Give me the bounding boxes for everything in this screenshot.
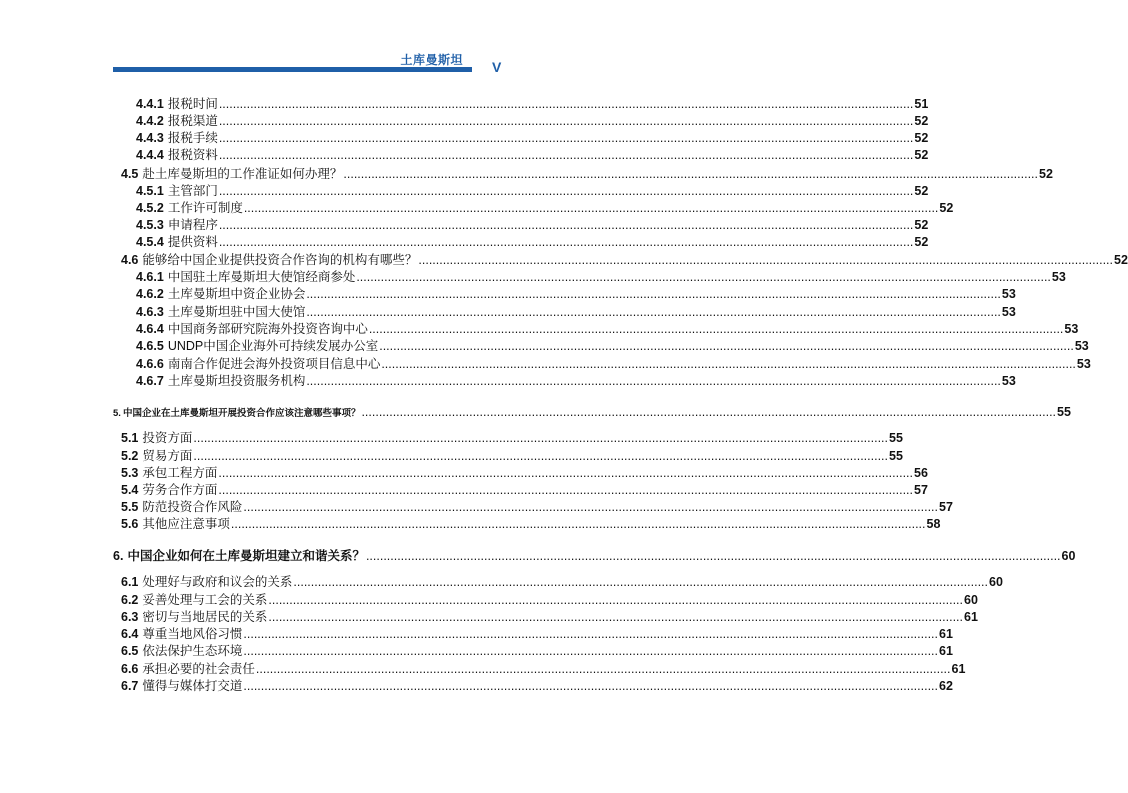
toc-line <box>0 130 929 147</box>
toc-line <box>0 548 1076 565</box>
toc-line <box>0 252 1128 269</box>
dot-leader: ........................................................................................................................................................................................................ <box>381 357 1076 371</box>
toc-line <box>0 574 1003 591</box>
toc-entry-title: 依法保护生态环境 <box>142 644 243 658</box>
toc-line <box>0 643 953 660</box>
toc-entry-number: 5.3 <box>121 466 139 480</box>
toc-entry-number: 5.4 <box>121 483 139 497</box>
toc-line <box>0 269 1066 286</box>
toc-entry-number: 4.6.3 <box>136 305 164 319</box>
toc-line <box>0 626 953 643</box>
toc-entry[interactable] <box>121 252 1128 269</box>
toc-entry-number: 5. <box>113 408 121 419</box>
toc-entry-page: 52 <box>914 218 929 232</box>
dot-leader: ........................................................................................................................................................................................................ <box>218 466 913 480</box>
dot-leader: ........................................................................................................................................................................................................ <box>418 253 1113 267</box>
toc-entry-number: 5.2 <box>121 449 139 463</box>
toc-entry[interactable] <box>136 373 1016 390</box>
dot-leader: ........................................................................................................................................................................................................ <box>379 339 1074 353</box>
toc-entry-page: 53 <box>1001 374 1016 388</box>
dot-leader: ........................................................................................................................................................................................................ <box>306 374 1001 388</box>
toc-entry[interactable] <box>113 404 1071 421</box>
toc-entry[interactable] <box>113 548 1076 565</box>
toc-entry-number: 5.6 <box>121 517 139 531</box>
toc-entry[interactable] <box>136 304 1016 321</box>
toc-entry[interactable] <box>121 643 953 660</box>
dot-leader: ........................................................................................................................................................................................................ <box>243 644 938 658</box>
dot-leader: ........................................................................................................................................................................................................ <box>243 201 939 215</box>
toc-entry-number: 6.7 <box>121 679 139 693</box>
toc-entry[interactable] <box>136 321 1079 338</box>
dot-leader: ........................................................................................................................................................................................................ <box>193 431 888 445</box>
toc-entry-page: 53 <box>1001 287 1016 301</box>
toc-entry-title: 中国驻土库曼斯坦大使馆经商参处 <box>167 270 356 284</box>
toc-entry-page: 62 <box>939 679 953 693</box>
toc-entry-page: 58 <box>926 517 941 531</box>
toc-entry[interactable] <box>121 482 928 499</box>
toc-entry-number: 4.6 <box>121 253 139 267</box>
toc-entry-page: 52 <box>1114 253 1128 267</box>
toc-entry-number: 4.6.2 <box>136 287 164 301</box>
toc-entry-page: 53 <box>1074 339 1089 353</box>
toc-entry-number: 4.6.1 <box>136 270 164 284</box>
toc-entry-title: 赴土库曼斯坦的工作准证如何办理？ <box>142 167 343 181</box>
toc-entry-page: 52 <box>914 131 929 145</box>
toc-entry-title: 防范投资合作风险 <box>142 500 243 514</box>
toc-entry[interactable] <box>121 661 966 678</box>
toc-entry-page: 60 <box>989 575 1003 589</box>
toc-entry-title: 报税时间 <box>167 97 218 111</box>
toc-entry-page: 60 <box>964 593 978 607</box>
toc-line <box>0 321 1079 338</box>
toc-entry-title: 能够给中国企业提供投资合作咨询的机构有哪些？ <box>142 253 418 267</box>
toc-entry-title: 土库曼斯坦驻中国大使馆 <box>167 305 306 319</box>
toc-entry[interactable] <box>121 430 903 447</box>
dot-leader: ........................................................................................................................................................................................................ <box>218 148 914 162</box>
toc-line <box>0 96 929 113</box>
toc-entry-page: 53 <box>1064 322 1079 336</box>
toc-line <box>0 286 1016 303</box>
dot-leader: ........................................................................................................................................................................................................ <box>365 549 1061 563</box>
toc-line <box>0 609 978 626</box>
toc-entry-number: 6.1 <box>121 575 139 589</box>
toc-entry-title: 承担必要的社会责任 <box>142 662 255 676</box>
toc-entry-title: 申请程序 <box>167 218 218 232</box>
toc-entry-title: 土库曼斯坦投资服务机构 <box>167 374 306 388</box>
toc-entry-page: 61 <box>951 662 966 676</box>
toc-entry-title: 劳务合作方面 <box>142 483 218 497</box>
toc-entry[interactable] <box>136 147 929 164</box>
toc-entry-title: 土库曼斯坦中资企业协会 <box>167 287 306 301</box>
dot-leader: ........................................................................................................................................................................................................ <box>268 610 963 624</box>
toc-entry-page: 52 <box>939 201 954 215</box>
toc-entry-page: 61 <box>964 610 978 624</box>
toc-entry[interactable] <box>121 499 953 516</box>
dot-leader: ........................................................................................................................................................................................................ <box>218 114 914 128</box>
toc-entry-number: 4.5.1 <box>136 184 164 198</box>
toc-entry-title: 贸易方面 <box>142 449 193 463</box>
toc-entry[interactable] <box>136 234 929 251</box>
toc-entry-number: 6.4 <box>121 627 139 641</box>
page-number: V <box>492 59 502 75</box>
dot-leader: ........................................................................................................................................................................................................ <box>368 322 1064 336</box>
toc-line <box>0 404 1071 421</box>
toc-entry-title: 工作许可制度 <box>167 201 243 215</box>
toc-entry-page: 56 <box>914 466 928 480</box>
toc-entry[interactable] <box>136 269 1066 286</box>
toc-entry-number: 4.4.3 <box>136 131 164 145</box>
toc-line <box>0 465 928 482</box>
toc-entry-number: 5.5 <box>121 500 139 514</box>
toc-entry-title: 报税资料 <box>167 148 218 162</box>
toc-entry-title: UNDP中国企业海外可持续发展办公室 <box>167 339 379 353</box>
toc-line <box>0 200 954 217</box>
toc-entry-title: 报税渠道 <box>167 114 218 128</box>
toc-entry[interactable] <box>136 338 1089 355</box>
toc-entry-page: 53 <box>1051 270 1066 284</box>
toc-entry-number: 6.3 <box>121 610 139 624</box>
dot-leader: ........................................................................................................................................................................................................ <box>218 131 914 145</box>
dot-leader: ........................................................................................................................................................................................................ <box>356 270 1051 284</box>
toc-entry-number: 6.2 <box>121 593 139 607</box>
toc-line <box>0 373 1016 390</box>
dot-leader: ........................................................................................................................................................................................................ <box>193 449 888 463</box>
toc-entry-title: 提供资料 <box>167 235 218 249</box>
dot-leader: ........................................................................................................................................................................................................ <box>243 679 938 693</box>
toc-entry-page: 51 <box>914 97 929 111</box>
toc-entry[interactable] <box>121 166 1053 183</box>
toc-entry[interactable] <box>121 592 978 609</box>
toc-entry-number: 4.6.6 <box>136 357 164 371</box>
dot-leader: ........................................................................................................................................................................................................ <box>293 575 988 589</box>
toc-entry[interactable] <box>136 217 929 234</box>
toc-entry[interactable] <box>121 465 928 482</box>
toc-entry[interactable] <box>121 448 903 465</box>
toc-entry[interactable] <box>136 130 929 147</box>
dot-leader: ........................................................................................................................................................................................................ <box>230 517 926 531</box>
toc-entry-title: 中国企业在土库曼斯坦开展投资合作应该注意哪些事项？ <box>122 408 361 419</box>
toc-entry-page: 52 <box>914 184 929 198</box>
toc-line <box>0 183 929 200</box>
toc-entry-page: 55 <box>889 449 903 463</box>
dot-leader: ........................................................................................................................................................................................................ <box>218 97 914 111</box>
toc-line <box>0 356 1091 373</box>
toc-entry-number: 6. <box>113 549 124 563</box>
toc-entry-title: 中国商务部研究院海外投资咨询中心 <box>167 322 368 336</box>
toc-entry[interactable] <box>121 516 941 533</box>
toc-entry-title: 投资方面 <box>142 431 193 445</box>
toc-entry-title: 尊重当地风俗习惯 <box>142 627 243 641</box>
toc-entry-page: 60 <box>1061 549 1076 563</box>
toc-entry-title: 报税手续 <box>167 131 218 145</box>
toc-entry-page: 53 <box>1001 305 1016 319</box>
toc-line <box>0 482 928 499</box>
toc-entry-title: 其他应注意事项 <box>142 517 230 531</box>
toc-line <box>0 448 903 465</box>
toc-entry-number: 6.5 <box>121 644 139 658</box>
toc-entry-number: 4.5.4 <box>136 235 164 249</box>
toc-entry[interactable] <box>136 286 1016 303</box>
toc-line <box>0 338 1089 355</box>
toc-entry[interactable] <box>136 200 954 217</box>
toc-entry-page: 52 <box>914 235 929 249</box>
toc-entry-page: 57 <box>939 500 953 514</box>
toc-entry-title: 南南合作促进会海外投资项目信息中心 <box>167 357 381 371</box>
toc-entry[interactable] <box>121 609 978 626</box>
toc-line <box>0 592 978 609</box>
toc-entry[interactable] <box>121 626 953 643</box>
header-rule <box>113 67 472 72</box>
toc-line <box>0 678 953 695</box>
toc-entry[interactable] <box>136 96 929 113</box>
dot-leader: ........................................................................................................................................................................................................ <box>218 218 914 232</box>
toc-entry-number: 4.6.5 <box>136 339 164 353</box>
toc-entry-title: 中国企业如何在土库曼斯坦建立和谐关系？ <box>127 549 365 563</box>
running-header-title: 土库曼斯坦 <box>400 53 463 67</box>
toc-line <box>0 304 1016 321</box>
dot-leader: ........................................................................................................................................................................................................ <box>243 627 938 641</box>
toc-entry-number: 5.1 <box>121 431 139 445</box>
dot-leader: ........................................................................................................................................................................................................ <box>218 235 914 249</box>
toc-entry-page: 52 <box>914 148 929 162</box>
toc-entry-number: 4.5.2 <box>136 201 164 215</box>
toc-entry[interactable] <box>121 574 1003 591</box>
toc-entry-number: 4.4.1 <box>136 97 164 111</box>
toc-entry-page: 52 <box>914 114 929 128</box>
toc-entry[interactable] <box>136 183 929 200</box>
dot-leader: ........................................................................................................................................................................................................ <box>343 167 1038 181</box>
toc-line <box>0 516 941 533</box>
toc-entry-page: 61 <box>939 627 953 641</box>
dot-leader: ........................................................................................................................................................................................................ <box>218 483 913 497</box>
toc-entry-number: 4.5 <box>121 167 139 181</box>
dot-leader: ........................................................................................................................................................................................................ <box>243 500 938 514</box>
toc-line <box>0 234 929 251</box>
toc-line <box>0 499 953 516</box>
toc-entry-number: 4.5.3 <box>136 218 164 232</box>
toc-line <box>0 661 966 678</box>
toc-entry-number: 4.4.4 <box>136 148 164 162</box>
dot-leader: ........................................................................................................................................................................................................ <box>218 184 914 198</box>
toc-entry-page: 61 <box>939 644 953 658</box>
toc-entry-title: 懂得与媒体打交道 <box>142 679 243 693</box>
dot-leader: ........................................................................................................................................................................................................ <box>306 287 1001 301</box>
toc-entry-page: 57 <box>914 483 928 497</box>
dot-leader: ........................................................................................................................................................................................................ <box>306 305 1001 319</box>
toc-entry-number: 6.6 <box>121 662 139 676</box>
toc-entry-title: 密切与当地居民的关系 <box>142 610 268 624</box>
dot-leader: ........................................................................................................................................................................................................ <box>361 405 1057 419</box>
toc-line <box>0 113 929 130</box>
toc-line <box>0 430 903 447</box>
toc-entry[interactable] <box>136 113 929 130</box>
toc-entry-title: 主管部门 <box>167 184 218 198</box>
toc-line <box>0 147 929 164</box>
toc-entry-title: 承包工程方面 <box>142 466 218 480</box>
toc-entry-number: 4.4.2 <box>136 114 164 128</box>
toc-entry-page: 55 <box>889 431 903 445</box>
toc-entry[interactable] <box>121 678 953 695</box>
toc-entry-page: 55 <box>1057 405 1071 419</box>
toc-entry-page: 52 <box>1039 167 1053 181</box>
toc-entry-number: 4.6.7 <box>136 374 164 388</box>
dot-leader: ........................................................................................................................................................................................................ <box>268 593 963 607</box>
toc-entry-title: 妥善处理与工会的关系 <box>142 593 268 607</box>
toc-entry-page: 53 <box>1076 357 1091 371</box>
toc-entry-title: 处理好与政府和议会的关系 <box>142 575 293 589</box>
toc-line <box>0 217 929 234</box>
dot-leader: ........................................................................................................................................................................................................ <box>255 662 951 676</box>
toc-entry[interactable] <box>136 356 1091 373</box>
toc-entry-number: 4.6.4 <box>136 322 164 336</box>
toc-line <box>0 166 1053 183</box>
